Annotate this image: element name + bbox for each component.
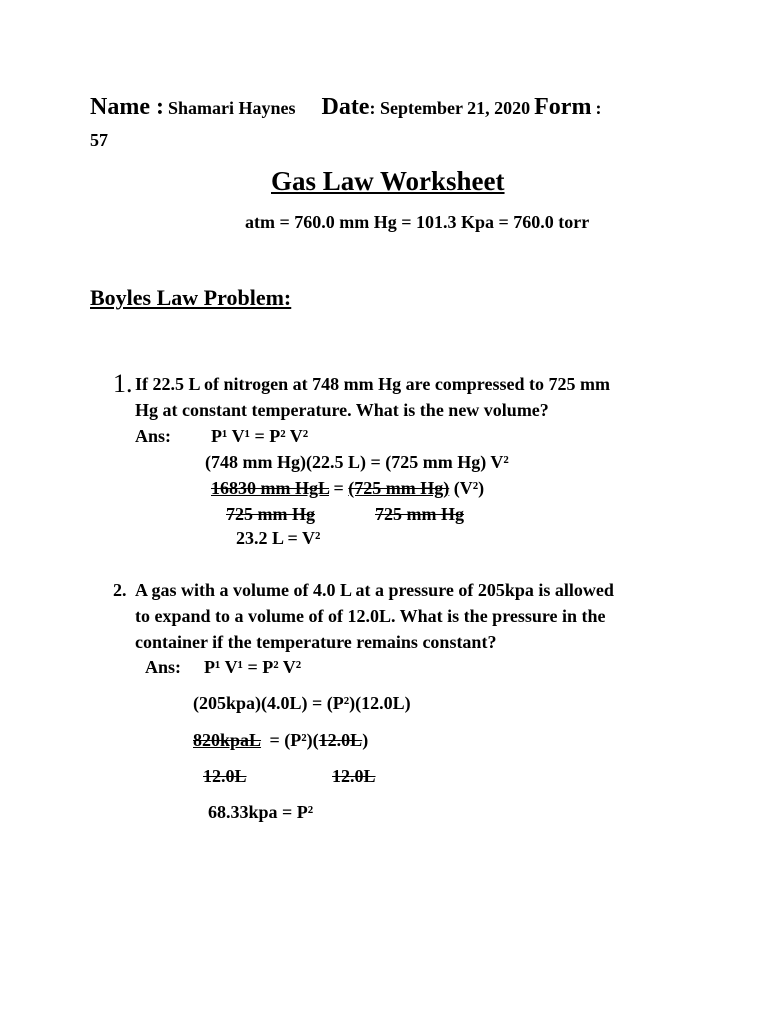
header-line (90, 94, 601, 121)
problem-2-step-1: (205kpa)(4.0L) = (P²)(12.0L) (193, 693, 411, 713)
problem-1-step-2-rhs: (725 mm Hg) (348, 478, 450, 498)
problem-2-step-2 (193, 730, 368, 751)
problem-1-ans-label: Ans: (135, 426, 172, 446)
problem-2-formula: P¹ V¹ = P² V² (204, 657, 302, 677)
section-title: Boyles Law Problem: (90, 285, 292, 310)
problem-1-line-2: Hg at constant temperature. What is the new volume? (135, 400, 549, 420)
problem-1-step-3-left: 725 mm Hg (226, 504, 315, 524)
problem-2-line-2: to expand to a volume of of 12.0L. What is the pressure in the (135, 606, 606, 626)
problem-1-number: 1. (113, 369, 133, 398)
problem-1-step-2-numerator: 16830 mm HgL (211, 478, 330, 498)
problem-2-line-1: A gas with a volume of 4.0 L at a pressure of 205kpa is allowed (135, 580, 614, 600)
problem-2-step-2-strike: 12.0L (318, 730, 363, 750)
problem-2-line-3: container if the temperature remains constant? (135, 632, 497, 652)
problem-1-result: 23.2 L = V² (236, 528, 321, 548)
page-title: Gas Law Worksheet (271, 166, 505, 196)
date-value: : September 21, 2020 (369, 98, 531, 118)
problem-1-line-1: If 22.5 L of nitrogen at 748 mm Hg are compressed to 725 mm (135, 374, 610, 394)
problem-2-step-3-right: 12.0L (332, 766, 376, 786)
problem-2-number: 2. (113, 580, 127, 600)
problem-2-step-3-left: 12.0L (203, 766, 247, 786)
problem-1-step-2-equals: = (329, 478, 349, 498)
form-value: 57 (90, 130, 108, 150)
problem-1-step-2 (205, 478, 484, 499)
problem-2-ans-label: Ans: (145, 657, 182, 677)
form-colon: : (595, 98, 602, 118)
problem-2-step-2-numerator: 820kpaL (193, 730, 262, 750)
date-label: Date (321, 94, 370, 120)
form-label: Form (534, 94, 592, 120)
conversion-line: atm = 760.0 mm Hg = 101.3 Kpa = 760.0 torr (245, 212, 590, 232)
problem-1-formula: P¹ V¹ = P² V² (211, 426, 309, 446)
name-value: Shamari Haynes (167, 98, 296, 118)
name-label: Name : (90, 94, 164, 120)
problem-2-step-2-close: ) (362, 730, 369, 750)
problem-2-step-2-mid: = (P²)( (265, 730, 319, 750)
problem-1-step-1: (748 mm Hg)(22.5 L) = (725 mm Hg) V² (205, 452, 509, 472)
problem-1-step-2-tail: (V²) (449, 478, 485, 498)
problem-2-result: 68.33kpa = P² (208, 802, 314, 822)
problem-1-step-3-right: 725 mm Hg (375, 504, 464, 524)
